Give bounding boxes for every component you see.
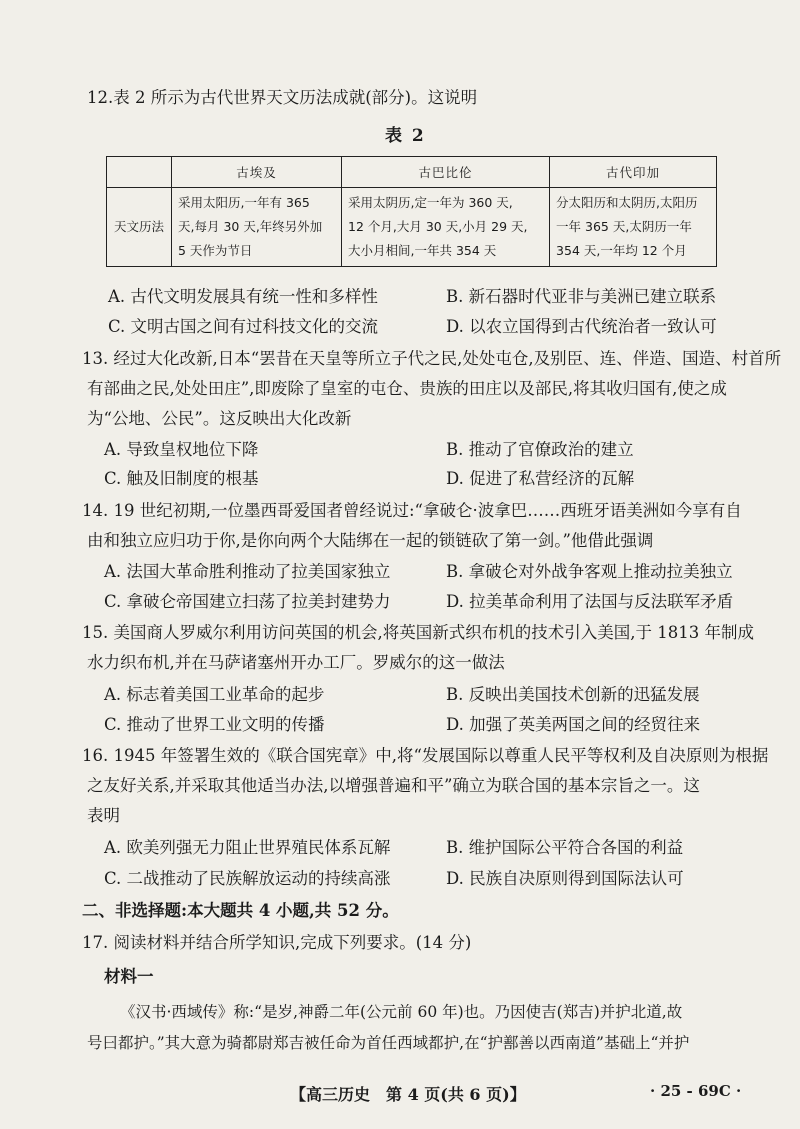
q14-option-d[interactable]: D. 拉美革命利用了法国与反法联军矛盾: [446, 592, 734, 611]
q16-stem-line-2: 之友好关系,并采取其他适当办法,以增强普遍和平”确立为联合国的基本宗旨之一。这: [87, 776, 700, 795]
q15-stem-line-2: 水力织布机,并在马萨诸塞州开办工厂。罗威尔的这一做法: [87, 653, 505, 672]
q16-option-d[interactable]: D. 民族自决原则得到国际法认可: [446, 869, 684, 888]
q14-option-b[interactable]: B. 拿破仑对外战争客观上推动拉美独立: [446, 562, 733, 581]
q13-option-a[interactable]: A. 导致皇权地位下降: [104, 440, 259, 459]
table-row-label: 天文历法: [107, 188, 172, 267]
q14-stem-line-1: 14. 19 世纪初期,一位墨西哥爱国者曾经说过:“拿破仑·波拿巴……西班牙语美洲如今享有自: [82, 501, 742, 520]
q12-option-c[interactable]: C. 文明古国之间有过科技文化的交流: [108, 317, 379, 336]
q16-stem-line-1: 16. 1945 年签署生效的《联合国宪章》中,将“发展国际以尊重人民平等权利及自决原则为根据: [82, 746, 769, 765]
q14-option-c[interactable]: C. 拿破仑帝国建立扫荡了拉美封建势力: [104, 592, 391, 611]
table-cell-babylon: [342, 188, 550, 267]
page-footer: 【高三历史 第 4 页(共 6 页)】: [290, 1085, 526, 1104]
cell-line: 采用太阳历,一年有 365: [178, 195, 310, 210]
q13-option-c[interactable]: C. 触及旧制度的根基: [104, 469, 259, 488]
section-title: 二、非选择题:本大题共 4 小题,共 52 分。: [82, 901, 399, 920]
cell-line: 分太阳历和太阴历,太阳历: [556, 195, 698, 210]
q15-option-d[interactable]: D. 加强了英美两国之间的经贸往来: [446, 715, 701, 734]
material-title: 材料一: [104, 967, 154, 986]
q13-option-b[interactable]: B. 推动了官僚政治的建立: [446, 440, 634, 459]
q12-option-a[interactable]: A. 古代文明发展具有统一性和多样性: [108, 287, 378, 306]
q16-option-a[interactable]: A. 欧美列强无力阻止世界殖民体系瓦解: [104, 838, 391, 857]
q12-option-d[interactable]: D. 以农立国得到古代统治者一致认可: [446, 317, 717, 336]
q13-stem-line-2: 有部曲之民,处处田庄”,即废除了皇室的屯仓、贵族的田庄以及部民,将其收归国有,使之成: [87, 379, 727, 398]
q16-option-b[interactable]: B. 维护国际公平符合各国的利益: [446, 838, 684, 857]
q12-option-b[interactable]: B. 新石器时代亚非与美洲已建立联系: [446, 287, 717, 306]
q14-option-a[interactable]: A. 法国大革命胜利推动了拉美国家独立: [104, 562, 391, 581]
cell-line: 天,每月 30 天,年终另外加: [178, 219, 323, 234]
q14-stem-line-2: 由和独立应归功于你,是你向两个大陆绑在一起的锁链砍了第一剑。”他借此强调: [87, 531, 654, 550]
q12-stem: 12.表 2 所示为古代世界天文历法成就(部分)。这说明: [87, 88, 478, 107]
exam-code: · 25 - 69C ·: [650, 1082, 742, 1100]
q15-option-a[interactable]: A. 标志着美国工业革命的起步: [104, 685, 325, 704]
q17-stem: 17. 阅读材料并结合所学知识,完成下列要求。(14 分): [82, 933, 472, 952]
table-header-babylon: 古巴比伦: [342, 157, 550, 188]
q13-option-d[interactable]: D. 促进了私营经济的瓦解: [446, 469, 635, 488]
table-header-egypt: 古埃及: [172, 157, 342, 188]
astronomy-table: [106, 156, 717, 267]
table-header-inca: 古代印加: [550, 157, 717, 188]
cell-line: 采用太阴历,定一年为 360 天,: [348, 195, 513, 210]
table-caption: 表 2: [385, 126, 426, 146]
cell-line: 354 天,一年均 12 个月: [556, 243, 687, 258]
q16-option-c[interactable]: C. 二战推动了民族解放运动的持续高涨: [104, 869, 391, 888]
cell-line: 一年 365 天,太阴历一年: [556, 219, 692, 234]
q13-stem-line-1: 13. 经过大化改新,日本“罢昔在天皇等所立子代之民,处处屯仓,及别臣、连、伴造、国造、村首所: [82, 349, 782, 368]
q13-stem-line-3: 为“公地、公民”。这反映出大化改新: [87, 409, 352, 428]
table-row: [107, 188, 717, 267]
table-header-empty: [107, 157, 172, 188]
q15-stem-line-1: 15. 美国商人罗威尔利用访问英国的机会,将英国新式织布机的技术引入美国,于 1813 年制成: [82, 623, 754, 642]
q16-stem-line-3: 表明: [87, 806, 120, 825]
cell-line: 5 天作为节日: [178, 243, 253, 258]
table-header-row: [107, 157, 717, 188]
q15-option-c[interactable]: C. 推动了世界工业文明的传播: [104, 715, 325, 734]
cell-line: 12 个月,大月 30 天,小月 29 天,: [348, 219, 528, 234]
material-line-1: 《汉书·西域传》称:“是岁,神爵二年(公元前 60 年)也。乃因使吉(郑吉)并护北道,故: [120, 1003, 683, 1021]
cell-line: 大小月相间,一年共 354 天: [348, 243, 497, 258]
material-line-2: 号曰都护。”其大意为骑都尉郑吉被任命为首任西域都护,在“护鄯善以西南道”基础上“并护: [87, 1034, 690, 1052]
table-cell-inca: [550, 188, 717, 267]
table-cell-egypt: [172, 188, 342, 267]
q15-option-b[interactable]: B. 反映出美国技术创新的迅猛发展: [446, 685, 700, 704]
